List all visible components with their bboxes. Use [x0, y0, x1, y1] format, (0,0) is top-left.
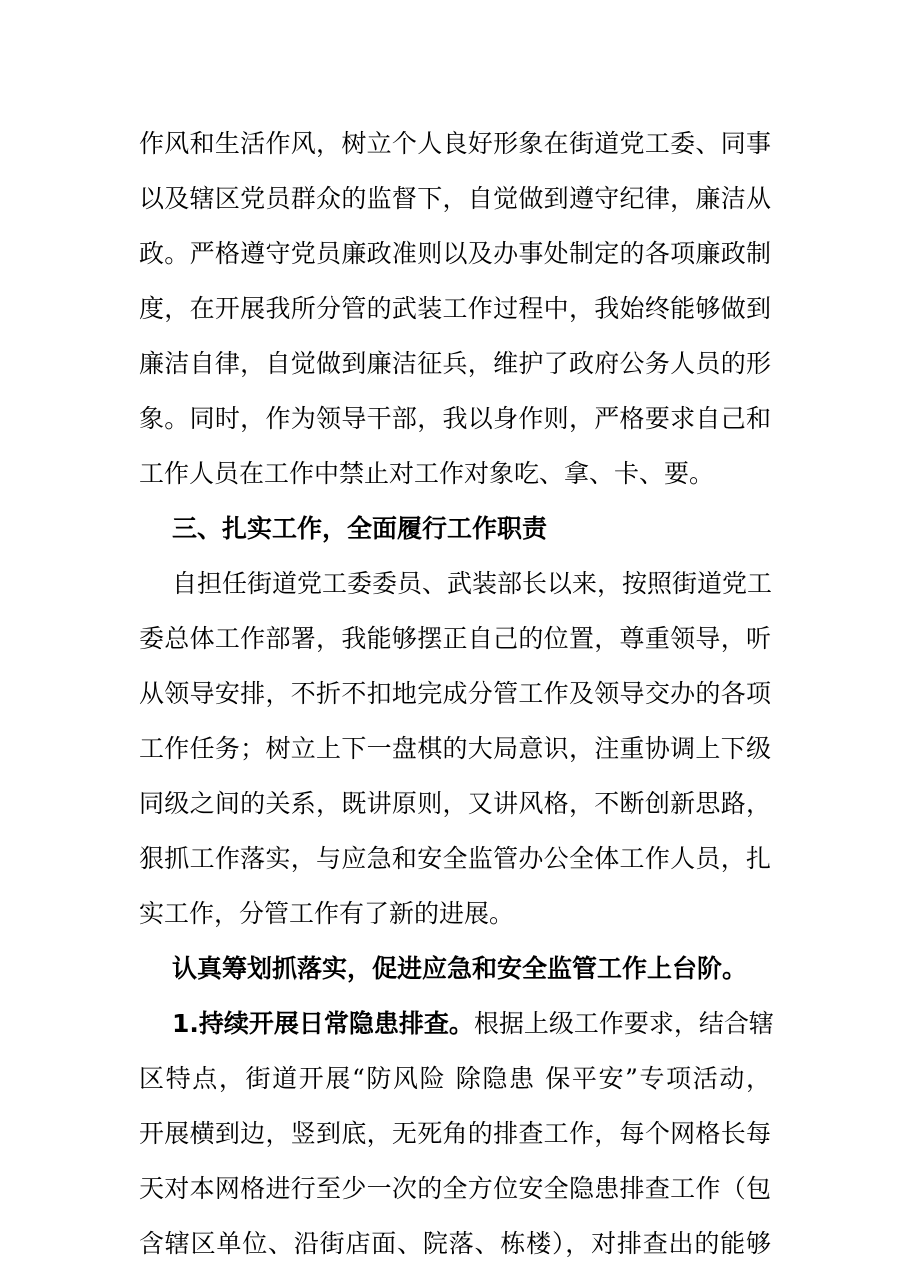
paragraph-line: 含辖区单位、沿街店面、院落、栋楼），对排查出的能够	[139, 1229, 771, 1258]
paragraph-line: 以及辖区党员群众的监督下，自觉做到遵守纪律，廉洁从	[139, 184, 771, 213]
paragraph-line: 作风和生活作风，树立个人良好形象在街道党工委、同事	[139, 129, 771, 158]
paragraph-line: 同级之间的关系，既讲原则，又讲风格，不断创新思路，	[139, 789, 771, 818]
paragraph-line: 开展横到边，竖到底，无死角的排查工作，每个网格长每	[139, 1119, 771, 1148]
item-first-line	[172, 1006, 774, 1042]
paragraph-line: 工作人员在工作中禁止对工作对象吃、拿、卡、要。	[139, 459, 715, 488]
paragraph-line: 委总体工作部署，我能够摆正自己的位置，尊重领导，听	[139, 624, 771, 653]
paragraph-line: 工作任务；树立上下一盘棋的大局意识，注重协调上下级	[139, 734, 771, 763]
paragraph-line: 自担任街道党工委委员、武装部长以来，按照街道党工	[172, 569, 773, 598]
paragraph-line: 天对本网格进行至少一次的全方位安全隐患排查工作（包	[139, 1174, 771, 1203]
subheading: 认真筹划抓落实，促进应急和安全监管工作上台阶。	[172, 954, 748, 983]
section-heading: 三、扎实工作，全面履行工作职责	[172, 514, 548, 543]
paragraph-line: 廉洁自律，自觉做到廉洁征兵，维护了政府公务人员的形	[139, 349, 771, 378]
paragraph-line: 狠抓工作落实，与应急和安全监管办公全体工作人员，扎	[139, 844, 771, 873]
item-bold-lead: 1.持续开展日常隐患排查。	[172, 1009, 474, 1038]
paragraph-line: 从领导安排，不折不扣地完成分管工作及领导交办的各项	[139, 679, 771, 708]
paragraph-line: 政。严格遵守党员廉政准则以及办事处制定的各项廉政制	[139, 239, 771, 268]
item-text: 根据上级工作要求，结合辖	[473, 1009, 774, 1038]
paragraph-line: 实工作，分管工作有了新的进展。	[139, 899, 515, 928]
paragraph-line: 度，在开展我所分管的武装工作过程中，我始终能够做到	[139, 294, 771, 323]
paragraph-line: 区特点，街道开展“防风险 除隐患 保平安”专项活动，	[139, 1064, 771, 1093]
paragraph-line: 象。同时，作为领导干部，我以身作则，严格要求自己和	[139, 404, 771, 433]
